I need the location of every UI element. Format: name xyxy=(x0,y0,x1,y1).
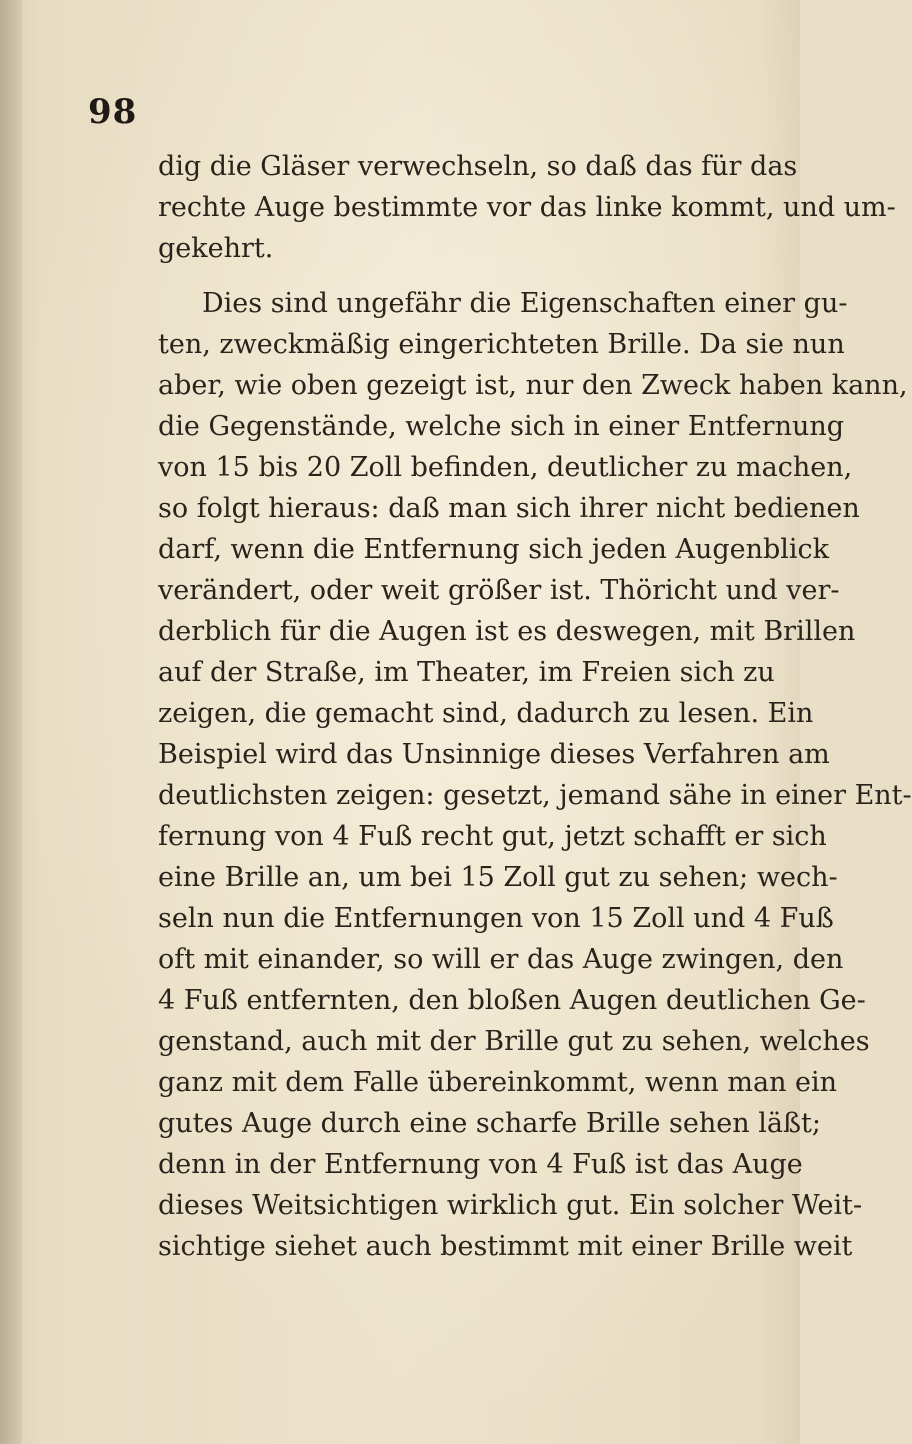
text-line: verändert, oder weit größer ist. Thöricht und ver- xyxy=(158,575,840,606)
page-gutter xyxy=(0,0,22,1444)
text-line: rechte Auge bestimmte vor das linke kommt, und um- xyxy=(158,192,896,223)
text-line: deutlichsten zeigen: gesetzt, jemand sähe in einer Ent- xyxy=(158,780,912,811)
text-line: sichtige siehet auch bestimmt mit einer Brille weit xyxy=(158,1231,853,1262)
text-line: gutes Auge durch eine scharfe Brille sehen läßt; xyxy=(158,1108,821,1139)
text-line: darf, wenn die Entfernung sich jeden Augenblick xyxy=(158,534,830,565)
text-line: Beispiel wird das Unsinnige dieses Verfahren am xyxy=(158,739,830,770)
text-line: von 15 bis 20 Zoll befinden, deutlicher zu machen, xyxy=(158,452,853,483)
text-line: oft mit einander, so will er das Auge zwingen, den xyxy=(158,944,844,975)
text-line: die Gegenstände, welche sich in einer Entfernung xyxy=(158,411,845,442)
text-line: fernung von 4 Fuß recht gut, jetzt schafft er sich xyxy=(158,821,827,852)
text-line: 4 Fuß entfernten, den bloßen Augen deutlichen Ge- xyxy=(158,985,866,1016)
body-text xyxy=(158,146,912,1431)
text-line: eine Brille an, um bei 15 Zoll gut zu sehen; wech- xyxy=(158,862,838,893)
text-line: dieses Weitsichtigen wirklich gut. Ein solcher Weit- xyxy=(158,1190,863,1221)
text-line xyxy=(158,1308,758,1349)
text-line: Dies sind ungefähr die Eigenschaften einer gu- xyxy=(202,288,848,319)
text-line: aber, wie oben gezeigt ist, nur den Zweck haben kann, xyxy=(158,370,908,401)
text-line: ten, zweckmäßig eingerichteten Brille. Da sie nun xyxy=(158,329,845,360)
text-line: seln nun die Entfernungen von 15 Zoll und 4 Fuß xyxy=(158,903,834,934)
text-line: derblich für die Augen ist es deswegen, mit Brillen xyxy=(158,616,856,647)
text-line: ganz mit dem Falle übereinkommt, wenn man ein xyxy=(158,1067,838,1098)
text-line: gekehrt. xyxy=(158,233,274,264)
page-number: 98 xyxy=(88,92,138,132)
text-line: denn in der Entfernung von 4 Fuß ist das Auge xyxy=(158,1149,803,1180)
text-line xyxy=(158,1390,758,1431)
text-line xyxy=(158,1267,758,1308)
text-line: genstand, auch mit der Brille gut zu sehen, welches xyxy=(158,1026,870,1057)
text-line: dig die Gläser verwechseln, so daß das für das xyxy=(158,151,798,182)
text-line xyxy=(158,1349,758,1390)
text-line: auf der Straße, im Theater, im Freien sich zu xyxy=(158,657,775,688)
text-line: zeigen, die gemacht sind, dadurch zu lesen. Ein xyxy=(158,698,814,729)
paragraph-gap xyxy=(158,269,758,283)
text-line: so folgt hieraus: daß man sich ihrer nicht bedienen xyxy=(158,493,860,524)
